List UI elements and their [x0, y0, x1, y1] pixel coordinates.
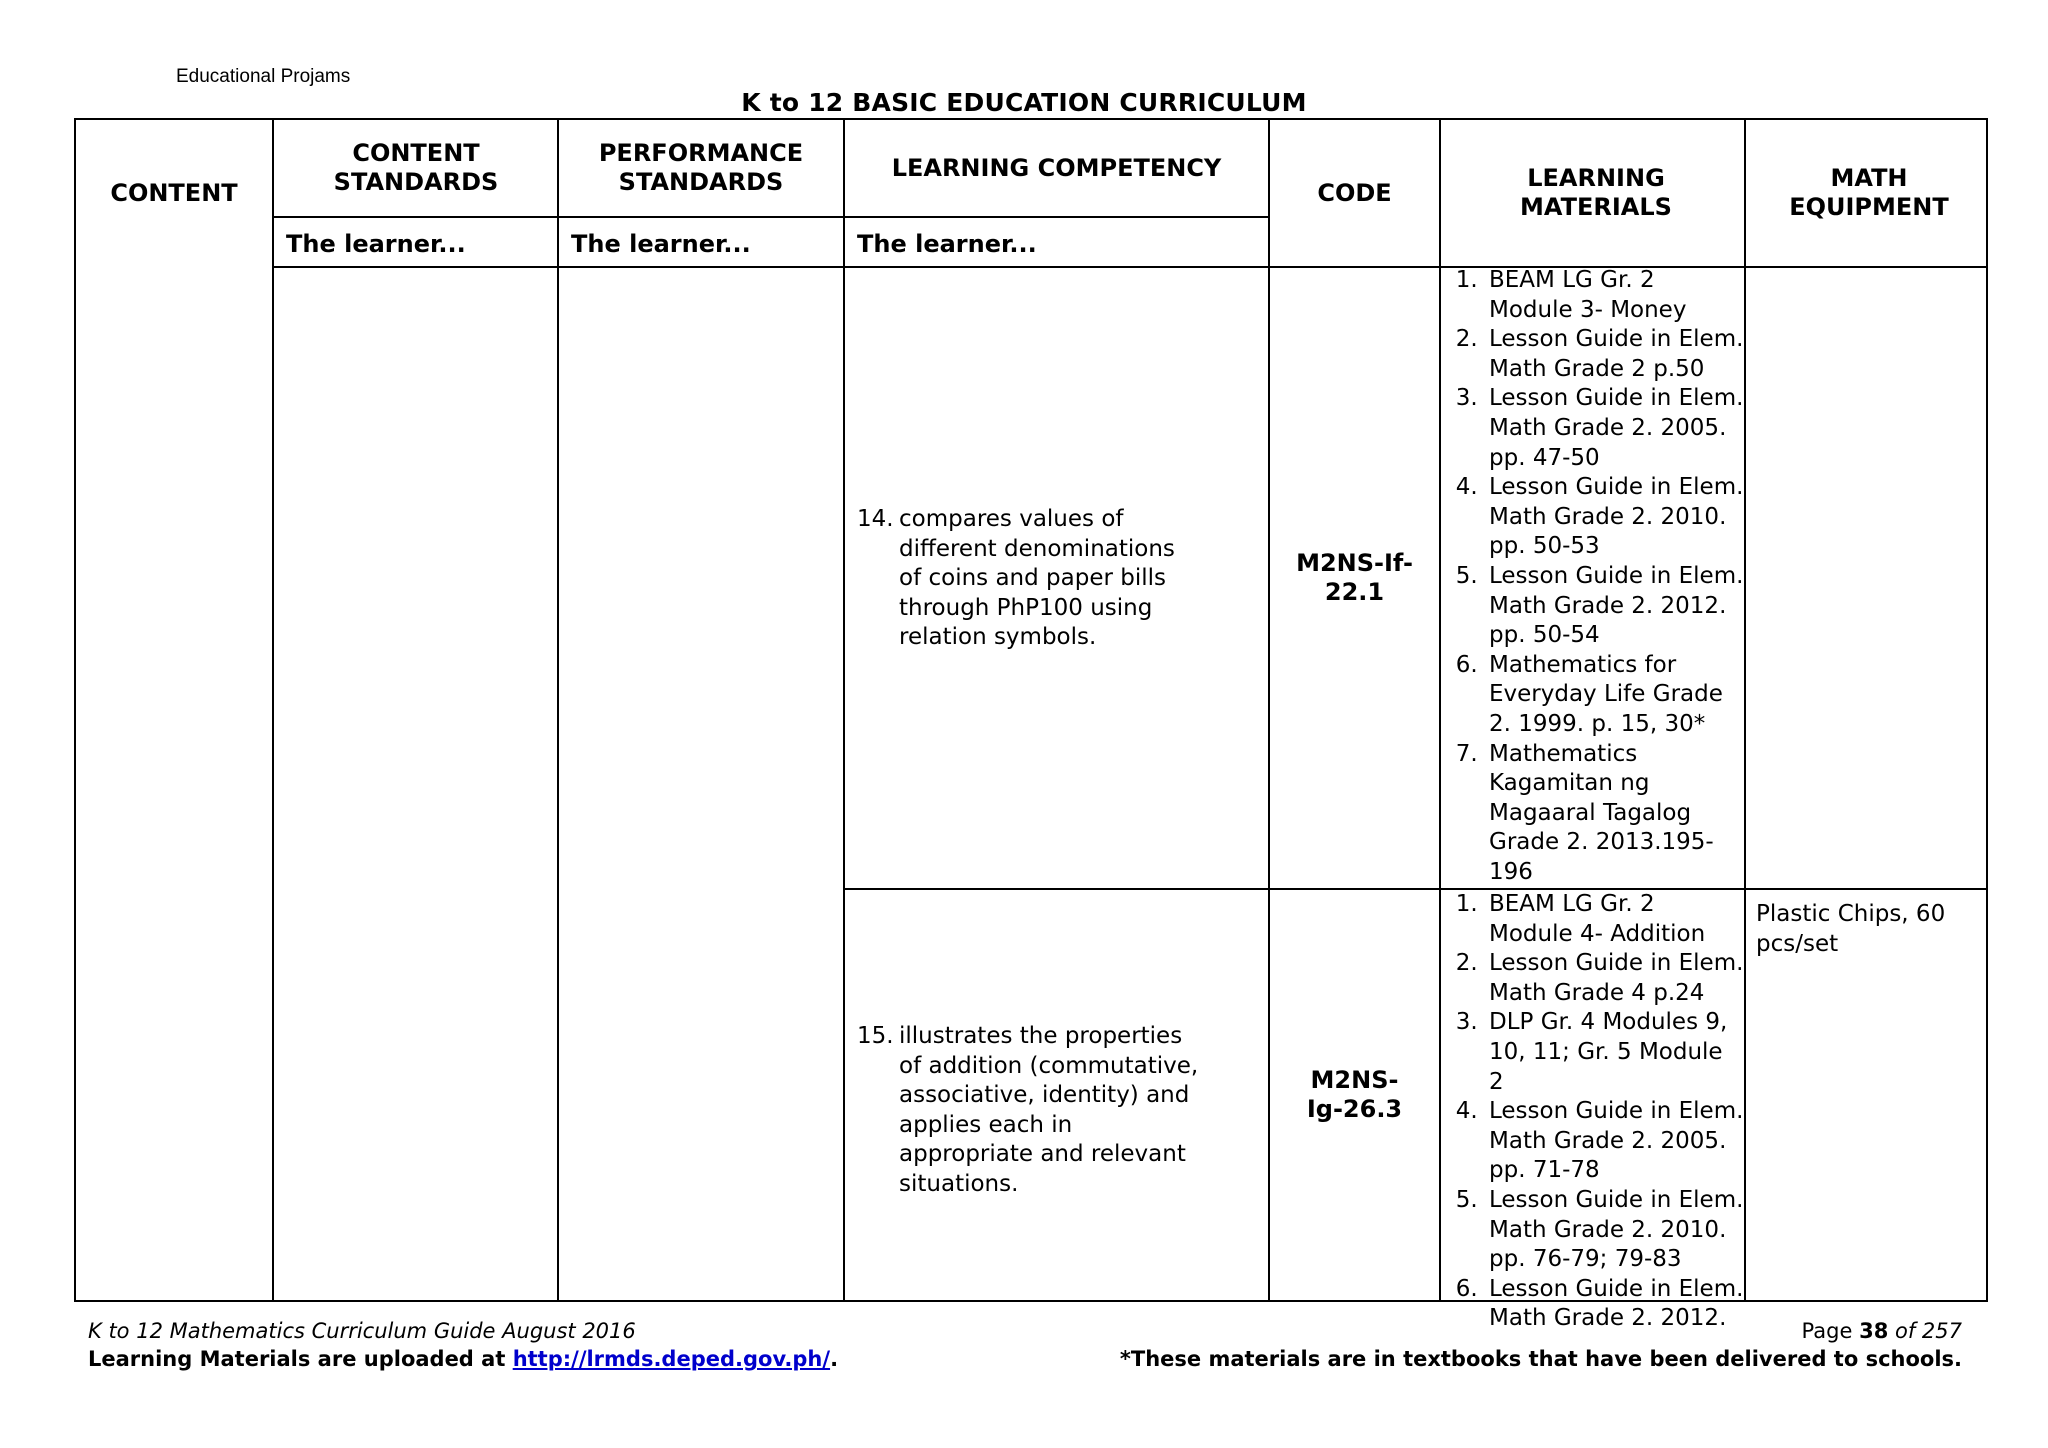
- header-performance-standards: PERFORMANCE STANDARDS: [598, 139, 804, 196]
- document-title: K to 12 BASIC EDUCATION CURRICULUM: [741, 88, 1307, 117]
- upload-label: Learning Materials are uploaded at: [88, 1347, 506, 1371]
- textbook-note: *These materials are in textbooks that have been delivered to schools.: [1119, 1347, 1962, 1371]
- column-divider: [272, 120, 274, 1300]
- materials-cell: [1441, 890, 1744, 1332]
- materials-cell: [1441, 266, 1744, 888]
- material-item: 3. Lesson Guide in Elem. Math Grade 2. 2005. pp. 47-50: [1485, 384, 1744, 473]
- brand-label: Educational Projams: [176, 66, 351, 87]
- subheader-content-standards: The learner...: [286, 230, 466, 258]
- material-item: 6. Mathematics for Everyday Life Grade 2. 1999. p. 15, 30*: [1485, 651, 1744, 740]
- footer-right: [1120, 1317, 1962, 1373]
- material-item: 4. Lesson Guide in Elem. Math Grade 2. 2005. pp. 71-78: [1485, 1097, 1744, 1186]
- material-item: 1. BEAM LG Gr. 2 Module 3- Money: [1485, 266, 1744, 325]
- subheader-learning-competency: The learner...: [857, 230, 1037, 258]
- material-item: 6. Lesson Guide in Elem. Math Grade 2. 2012.: [1485, 1275, 1744, 1334]
- material-item: 5. Lesson Guide in Elem. Math Grade 2. 2012. pp. 50-54: [1485, 562, 1744, 651]
- upload-period: .: [830, 1347, 839, 1371]
- column-divider: [1744, 120, 1746, 1300]
- material-item: 2. Lesson Guide in Elem. Math Grade 4 p.24: [1485, 949, 1744, 1008]
- competency-text: compares values of different denominations of coins and paper bills through PhP100 using relation symbols.: [899, 506, 1175, 650]
- competency-code: M2NS-Ig-26.3: [1306, 1065, 1403, 1123]
- equipment-cell: Plastic Chips, 60 pcs/set: [1756, 901, 1946, 957]
- header-learning-competency: LEARNING COMPETENCY: [891, 153, 1222, 182]
- competency-text: illustrates the properties of addition (commutative, associative, identity) and applies each in appropriate and relevant situations.: [899, 1023, 1199, 1197]
- equipment-cell: [1746, 266, 1988, 276]
- material-item: 4. Lesson Guide in Elem. Math Grade 2. 2010. pp. 50-53: [1485, 473, 1744, 562]
- page-label: Page: [1801, 1319, 1853, 1343]
- header-content-standards: CONTENT STANDARDS: [333, 139, 499, 196]
- subheader-performance-standards: The learner...: [571, 230, 751, 258]
- lrmds-link[interactable]: http://lrmds.deped.gov.ph/: [512, 1347, 831, 1371]
- code-cell: [1270, 548, 1439, 608]
- page-number: 38: [1859, 1319, 1889, 1343]
- material-item: 5. Lesson Guide in Elem. Math Grade 2. 2010. pp. 76-79; 79-83: [1485, 1186, 1744, 1275]
- code-cell: [1270, 1065, 1439, 1125]
- page-total: of 257: [1895, 1319, 1962, 1343]
- competency-number: 14.: [857, 506, 894, 532]
- upload-note: [88, 1345, 838, 1373]
- materials-list: [1441, 890, 1744, 1334]
- header-learning-materials: LEARNING MATERIALS: [1520, 164, 1672, 221]
- material-item: 3. DLP Gr. 4 Modules 9, 10, 11; Gr. 5 Module 2: [1485, 1008, 1744, 1097]
- header-math-equipment: MATH EQUIPMENT: [1789, 164, 1949, 221]
- page-indicator: [1120, 1317, 1962, 1345]
- materials-list: [1441, 266, 1744, 887]
- material-item: 1. BEAM LG Gr. 2 Module 4- Addition: [1485, 890, 1744, 949]
- footer-left: [88, 1317, 838, 1373]
- competency-code: M2NS-If-22.1: [1296, 548, 1413, 606]
- curriculum-guide-note: K to 12 Mathematics Curriculum Guide August 2016: [88, 1319, 636, 1343]
- column-divider: [557, 120, 559, 1300]
- competency-number: 15.: [857, 1023, 894, 1049]
- header-code: CODE: [1317, 178, 1392, 207]
- material-item: 2. Lesson Guide in Elem. Math Grade 2 p.50: [1485, 325, 1744, 384]
- competency-cell: [845, 505, 1268, 655]
- header-content: CONTENT: [110, 178, 238, 207]
- competency-cell: [845, 1022, 1268, 1197]
- material-item: 7. Mathematics Kagamitan ng Magaaral Tagalog Grade 2. 2013.195-196: [1485, 740, 1744, 888]
